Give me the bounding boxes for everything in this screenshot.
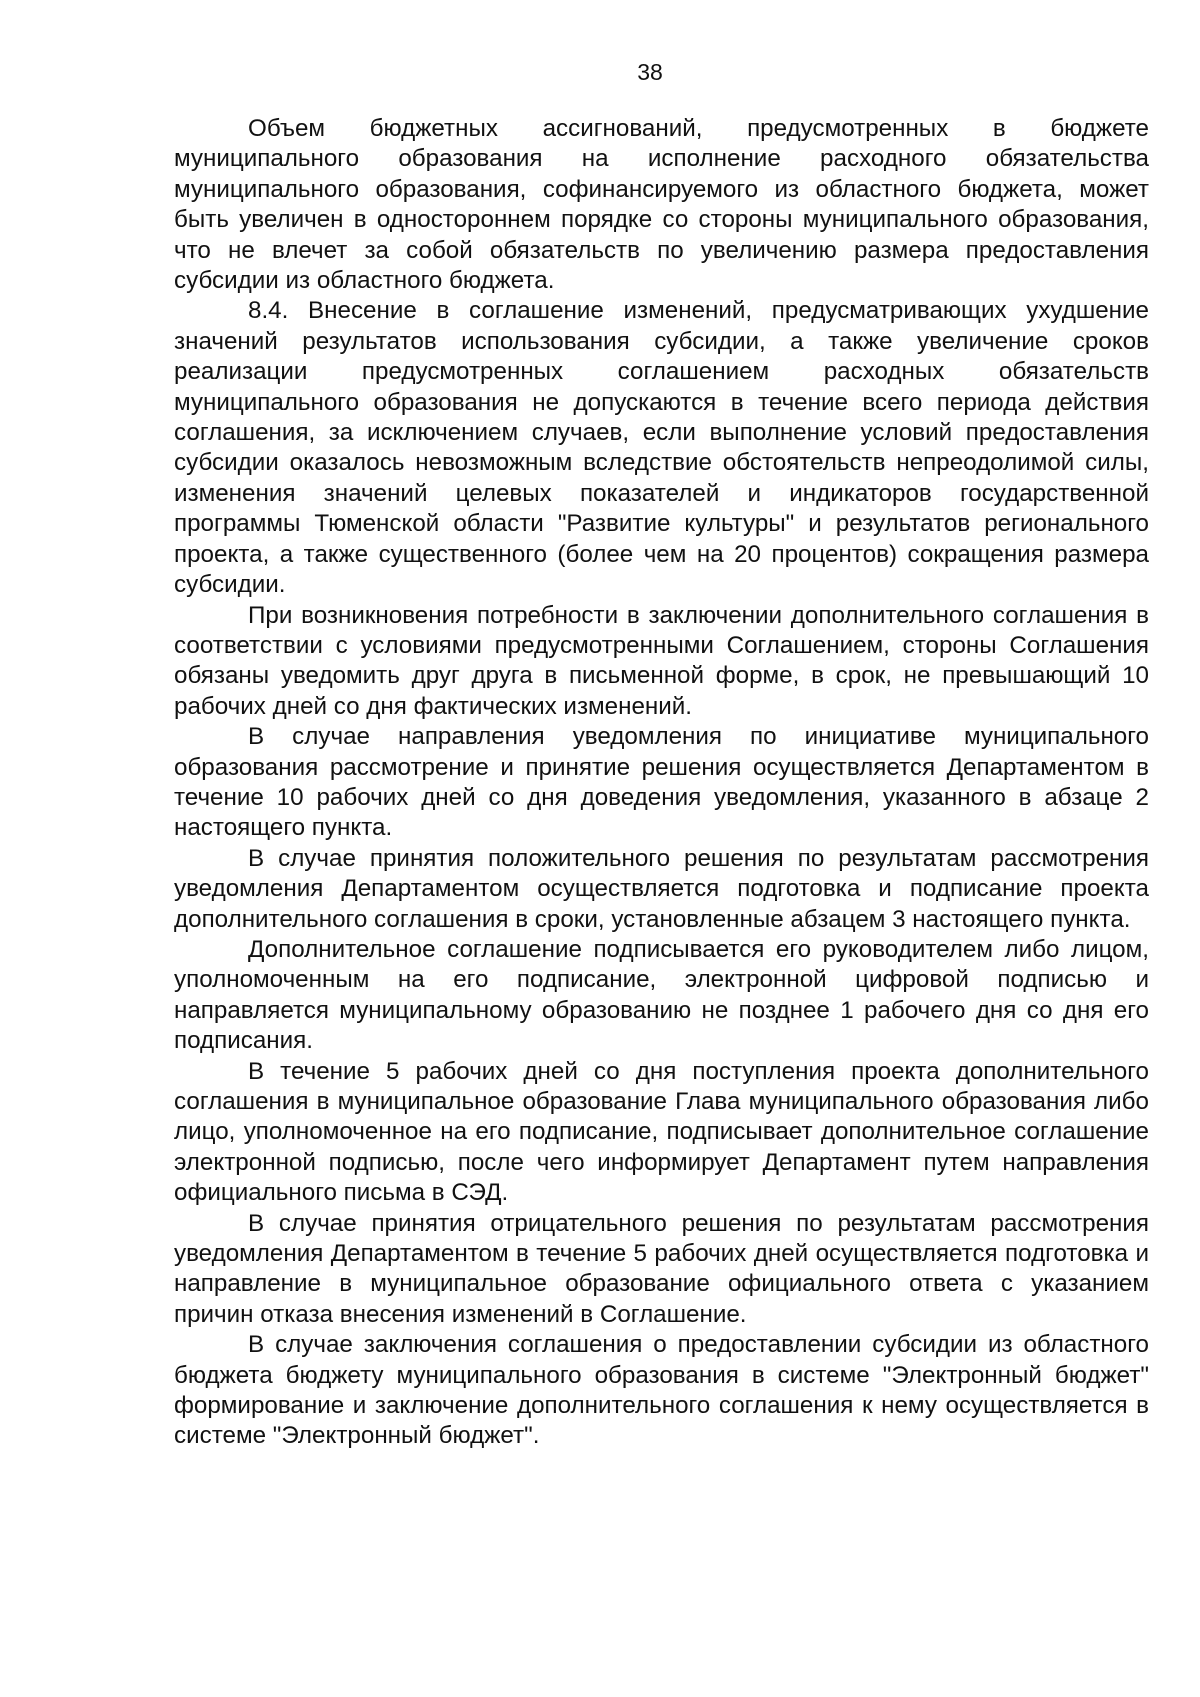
paragraph-budget-allocations: Объем бюджетных ассигнований, предусмотренных в бюджете муниципального образования на исполнение расходного обязательства муниципального образования, софинансируемого из областного бюджета, может быть увеличен в одностороннем порядке со стороны муниципального образования, что не влечет за собой обязательств по увеличению размера предоставления субсидии из областного бюджета. bbox=[174, 115, 1149, 295]
document-body bbox=[174, 114, 1149, 1452]
paragraph-positive-decision: В случае принятия положительного решения по результатам рассмотрения уведомления Департаментом осуществляется подготовка и подписание проекта дополнительного соглашения в сроки, установленные абзацем 3 настоящего пункта. bbox=[174, 844, 1149, 933]
paragraph-notification-review: В случае направления уведомления по инициативе муниципального образования рассмотрение и принятие решения осуществляется Департаментом в течение 10 рабочих дней со дня доведения уведомления, указанного в абзаце 2 настоящего пункта. bbox=[174, 723, 1149, 842]
paragraph-municipal-signing: В течение 5 рабочих дней со дня поступления проекта дополнительного соглашения в муниципальное образование Глава муниципального образования либо лицо, уполномоченное на его подписание, подписывает дополнительное соглашение электронной подписью, после чего информирует Департамент путем направления официального письма в СЭД. bbox=[174, 1057, 1149, 1207]
paragraph-additional-agreement-need: При возникновения потребности в заключении дополнительного соглашения в соответствии с условиями предусмотренными Соглашением, стороны Соглашения обязаны уведомить друг друга в письменной форме, в срок, не превышающий 10 рабочих дней со дня фактических изменений. bbox=[174, 601, 1149, 720]
paragraph-signing: Дополнительное соглашение подписывается его руководителем либо лицом, уполномоченным на его подписание, электронной цифровой подписью и направляется муниципальному образованию не позднее 1 рабочего дня со дня его подписания. bbox=[174, 935, 1149, 1055]
paragraph-electronic-budget: В случае заключения соглашения о предоставлении субсидии из областного бюджета бюджету муниципального образования в системе "Электронный бюджет" формирование и заключение дополнительного соглашения к нему осуществляется в системе "Электронный бюджет". bbox=[174, 1331, 1149, 1450]
page-number: 38 bbox=[637, 59, 663, 85]
paragraph-8-4-amendments: 8.4. Внесение в соглашение изменений, предусматривающих ухудшение значений результатов использования субсидии, а также увеличение сроков реализации предусмотренных соглашением расходных обязательств муниципального образования не допускаются в течение всего периода действия соглашения, за исключением случаев, если выполнение условий предоставления субсидии оказалось невозможным вследствие обстоятельств непреодолимой силы, изменения значений целевых показателей и индикаторов государственной программы Тюменской области "Развитие культуры" и результатов регионального проекта, а также существенного (более чем на 20 процентов) сокращения размера субсидии. bbox=[174, 297, 1149, 599]
paragraph-negative-decision: В случае принятия отрицательного решения по результатам рассмотрения уведомления Департаментом в течение 5 рабочих дней осуществляется подготовка и направление в муниципальное образование официального ответа с указанием причин отказа внесения изменений в Соглашение. bbox=[174, 1209, 1149, 1328]
